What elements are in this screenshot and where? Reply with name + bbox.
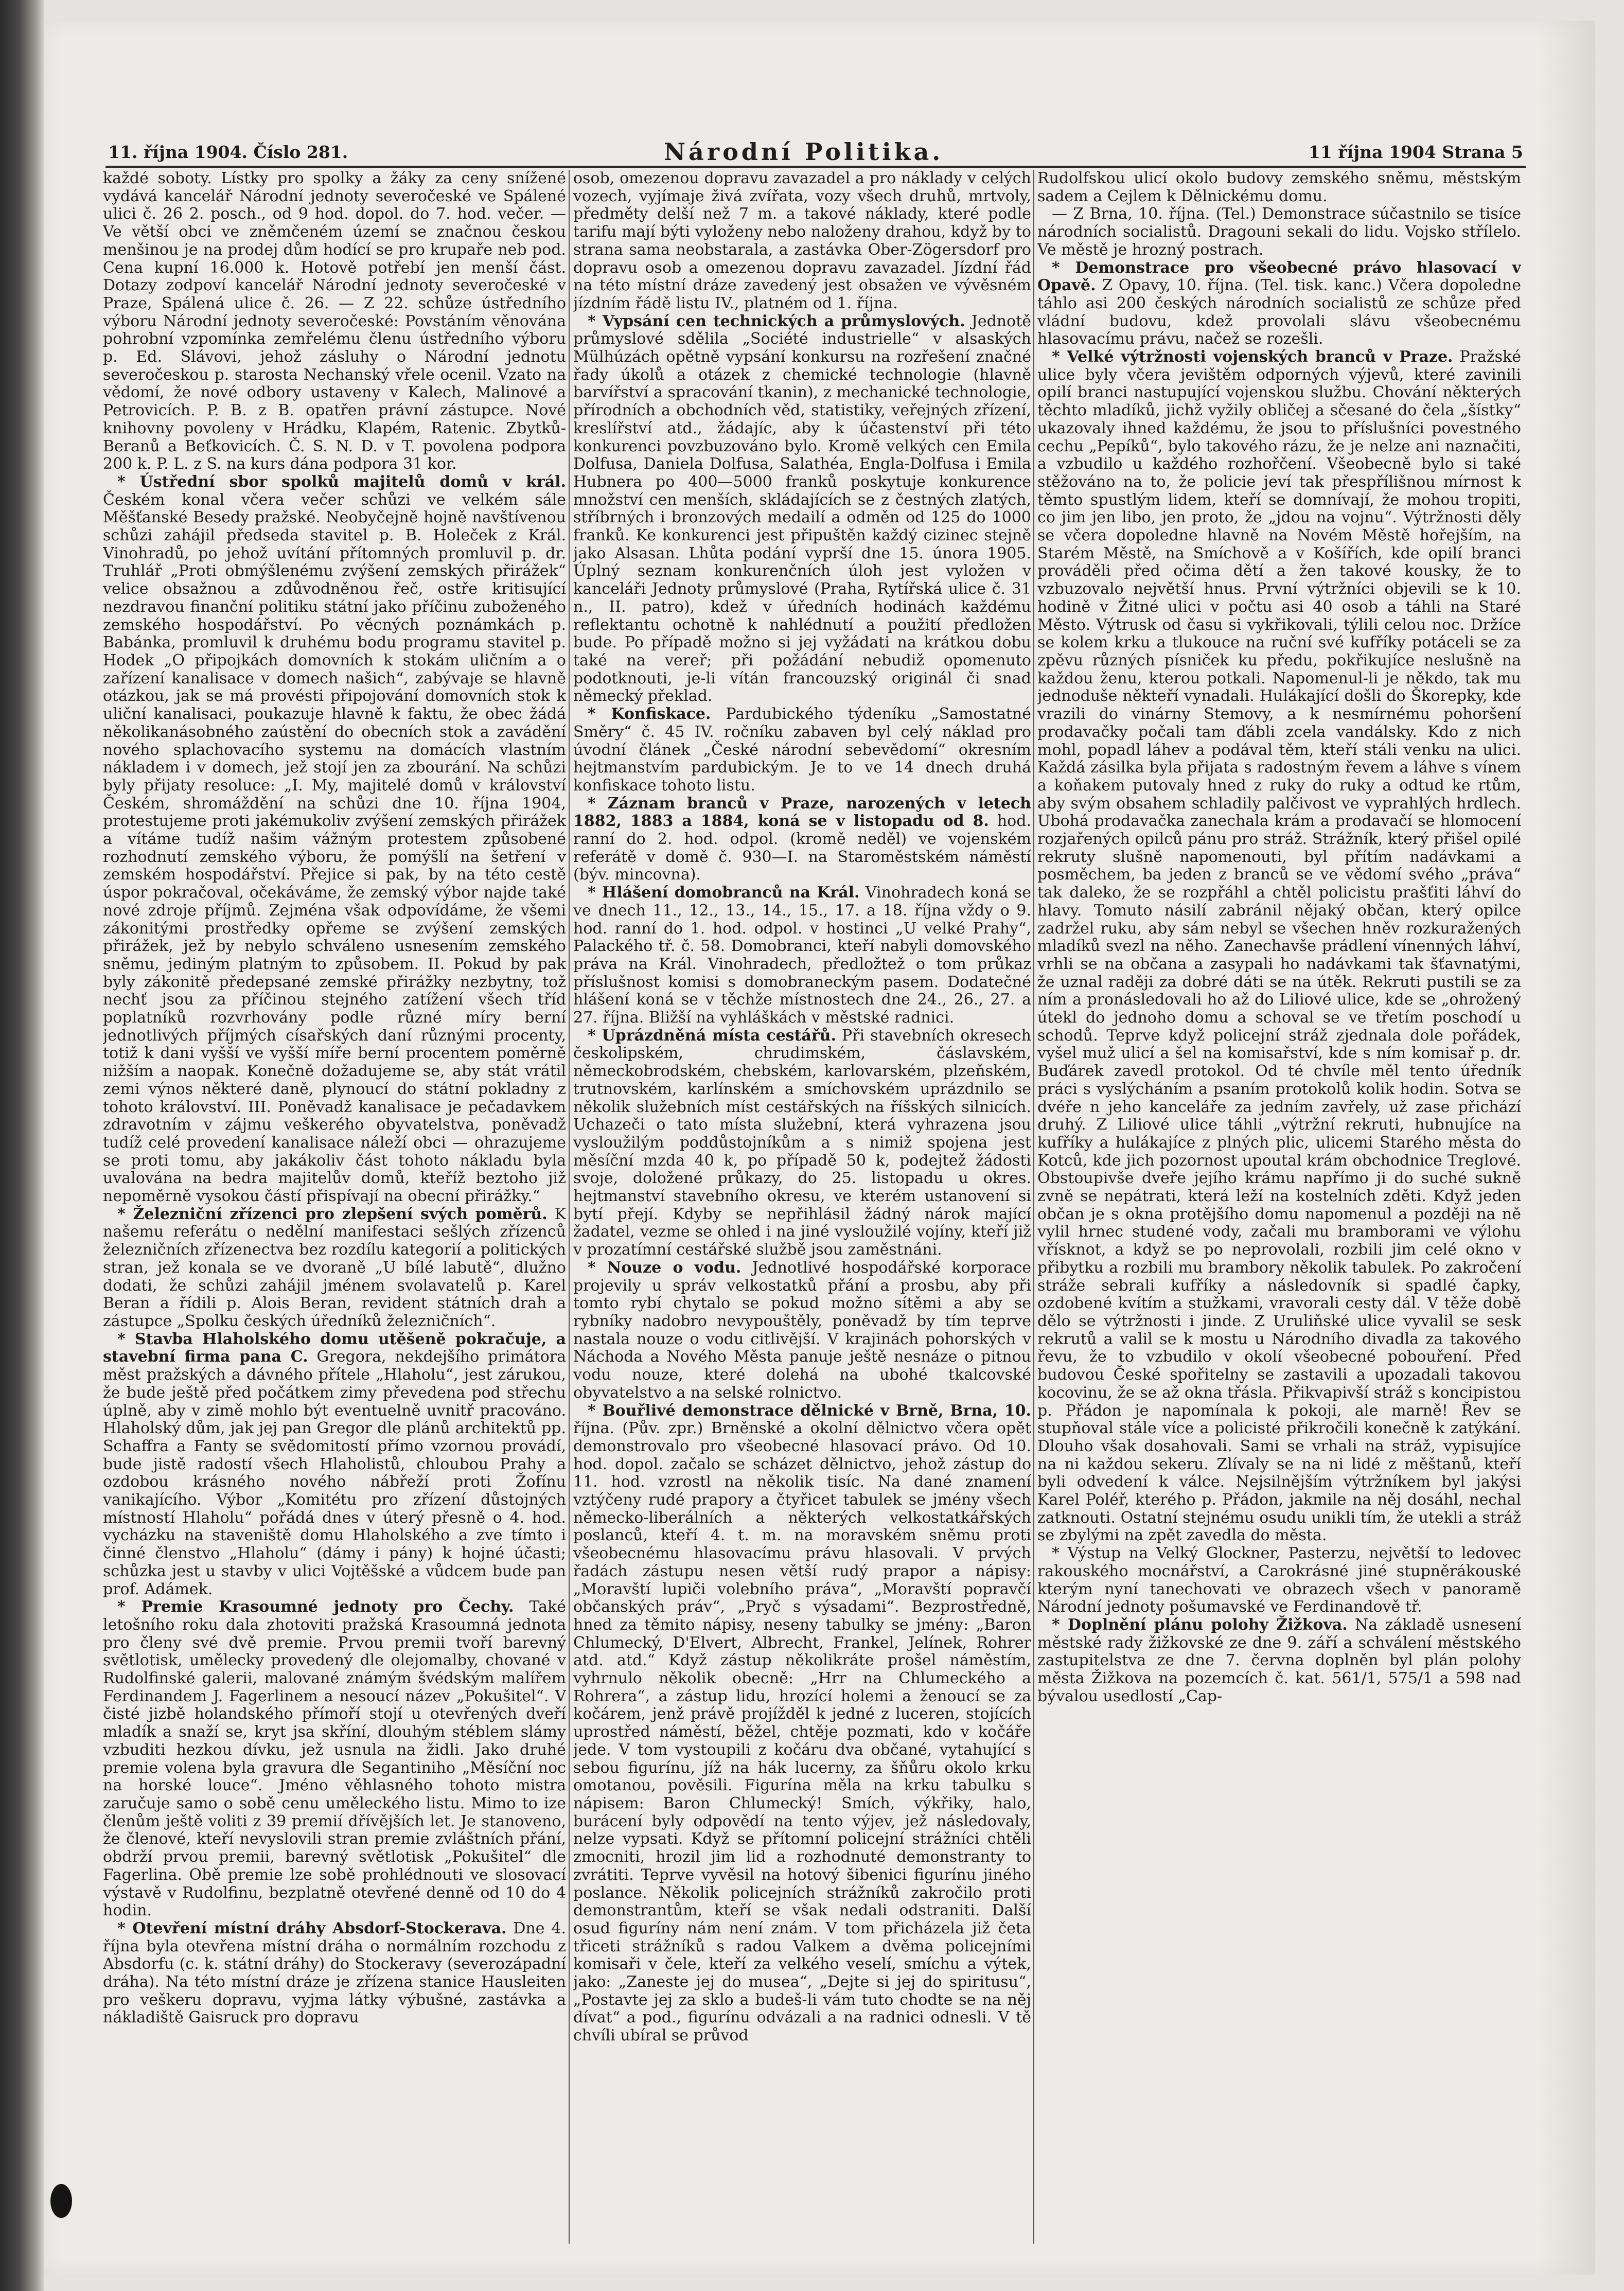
article-paragraph: * Hlášení domobranců na Král. Vinohradech koná se ve dnech 11., 12., 13., 14., 15., 17. a 18. října vždy o 9. hod. ranní do 1. hod. odpol. v hostinci „U velké Prahy“, Palackého tř. č. 58. Domobranci, kteří nabyli domovského práva na Král. Vinohradech, předložtež o tom průkaz příslušnost komisi s domobraneckým pasem. Dodatečné hlášení koná se v těchže místnostech dne 24., 26., 27. a 27. října. Bližší na vyhláškách v městské radnici. <box>573 884 1031 1027</box>
column-separator <box>1033 170 1034 2244</box>
issue-date: 11. října 1904. Číslo 281. <box>108 142 348 162</box>
column-2 <box>573 170 1031 2249</box>
article-paragraph: * Výstup na Velký Glockner, Pasterzu, největší to ledovec rakouského mocnářství, a Carokrásné jiné stupněrákouské kterým nyní tanechovati ve obrazech všech v panoramě Národní jednoty pošumavské ve Ferdinandově tř. <box>1037 1544 1521 1616</box>
binding-edge <box>0 0 44 2291</box>
ink-blot <box>50 2184 72 2218</box>
page-header <box>108 138 1523 169</box>
article-paragraph: Rudolfskou ulicí okolo budovy zemského sněmu, městským sadem a Cejlem k Dělnickému domu. <box>1037 170 1521 205</box>
page-right-edge <box>1539 21 1595 2275</box>
article-paragraph: osob, omezenou dopravu zavazadel a pro náklady v celých vozech, vyjímaje živá zvířata, vozy všech druhů, mrtvoly, předměty delší než 7 m. a takové náklady, které podle tarifu mají býti vyloženy nebo naloženy drahou, když by to strana sama neobstarala, a zastávka Ober-Zögersdorf pro dopravu osob a omezenou dopravu zavazadel. Jízdní řád na této místní dráze zavedený jest obsažen ve vývěsném jízdním řádě listu IV., platném od 1. října. <box>573 170 1031 312</box>
article-paragraph: * Demonstrace pro všeobecné právo hlasovací v Opavě. Z Opavy, 10. října. (Tel. tisk. kanc.) Včera dopoledne táhlo asi 200 českých národních socialistů ze schůze před vládní budovu, kdež provolali slávu všeobecnému hlasovacímu právu, načež se rozešli. <box>1037 258 1521 348</box>
article-paragraph: — Z Brna, 10. října. (Tel.) Demonstrace súčastnilo se tisíce národních socialistů. Dragouni sekali do lidu. Vojsko střílelo. Ve městě je hrozný postrach. <box>1037 205 1521 259</box>
article-paragraph: * Vypsání cen technických a průmyslových. Jednotě průmyslové sdělila „Société industrielle“ v alsaských Mülhúzách opětně vypsání konkursu na rozřešení značné řady úkolů a otázek z chemické technologie (hlavně barvířství a spracování tkanin), z mechanické technologie, přírodních a obchodních věd, statistiky, veřejných zřízení, kreslířství atd., žádajíc, aby k účastenství při této konkurenci povzbuzováno bylo. Kromě velkých cen Emila Dolfusa, Daniela Dolfusa, Salathéa, Engla-Dolfusa i Emila Hubnera po 400—5000 franků poskytuje konkurence množství cen menších, skládajících se z čestných zlatých, stříbrných i bronzových medailí a odměn od 125 do 1000 franků. Ke konkurenci jest připuštěn každý cizinec stejně jako Alsasan. Lhůta podání vyprší dne 15. února 1905. Úplný seznam konkurenčních úloh jest vyložen v kanceláři Jednoty průmyslové (Praha, Rytířská ulice č. 31 n., II. patro), kdež v úředních hodinách každému reflektantu ochotně k nahlédnutí a použití předložen bude. Po případě možno si jej vyžádati na krátkou dobu také na vereř; při požádání nebudiž opomenuto podotknouti, je-li vítán francouzský originál či snad německý překlad. <box>573 312 1031 706</box>
article-paragraph: * Doplnění plánu polohy Žižkova. Na základě usnesení městské rady žižkovské ze dne 9. září a schválení městského zastupitelstva ze dne 7. června doplněn byl plán polohy města Žižkova na pozemcích č. kat. 561/1, 575/1 a 598 nad bývalou usedlostí „Cap- <box>1037 1615 1521 1705</box>
column-separator <box>569 170 570 2244</box>
article-paragraph: * Uprázdněná místa cestářů. Při stavebních okresech českolipském, chrudimském, čáslavském, německobrodském, chebském, karlovarském, plzeňském, trutnovském, karlínském a smíchovském uprázdnilo se několik služebních míst cestářských na říšských silnicích. Uchazeči o tato místa služební, která vyhrazena jsou vysloužilým poddůstojníkům a s nimiž spojena jest měsíční mzda 40 k, po případě 50 k, podejtež žádosti svoje, doložené průkazy, do 25. listopadu u okres. hejtmanství stavebního okresu, ve kterém ustanovení si bytí přejí. Kdyby se nepřihlásil žádný nárok mající žadatel, vezme se ohled i na jiné vysloužilé vojíny, kteří již v prozatímní cestářské službě jsou zaměstnáni. <box>573 1026 1031 1259</box>
article-paragraph: * Ústřední sbor spolků majitelů domů v král. Českém konal včera večer schůzi ve velkém sále Měšťanské Besedy pražské. Neobyčejně hojně navštívenou schůzi zahájil předseda stavitel p. B. Holeček z Král. Vinohradů, po jehož uvítání přítomných promluvil p. dr. Truhlář „Proti obmýšlenému zvýšení zemských přirážek“ velice obsažnou a zdůvodněnou řeč, ostře kritisující nezdravou finanční politiku státní jako příčinu zuboženého zemského hospodářství. Po věcných poznámkách p. Babánka, promluvil k druhému bodu programu stavitel p. Hodek „O připojkách domovních k stokám uličním a o zařízení kanalisace v domech našich“, zabývaje se hlavně otázkou, jak se má provésti připojování domovních stok k uliční kanalisaci, poukazuje hlavně k faktu, že obec žádá několikanásobného zaústění do obecních stok a zavádění nového splachovacího systemu na domácích vlastním nákladem i v domech, jež stojí jen za zbourání. Na schůzi byly přijaty resoluce: „I. My, majitelé domů v království Českém, shromáždění na schůzi dne 10. října 1904, protestujeme proti jakémukoliv zvýšení zemských přirážek a vítáme tudíž našim vážným protestem způsobené rozhodnutí zemského výboru, že pomýšlí na šetření v zemském hospodářství. Přejice si pak, by na této cestě úspor pokračoval, očekáváme, že zemský výbor najde také nové zdroje příjmů. Zejména však odpovídáme, že všemi zákonitými prostředky opřeme se zvýšení zemských přirážek, jež by nebylo schváleno usnesením zemského sněmu, jediným platným to způsobem. II. Pokud by pak byly zákonitě předepsané zemské přirážky nezbytny, tož nechť jsou za příčinou stejného zatížení všech tříd poplatníků rozvrhovány podle různé míry berní jednotlivých příjmých císařských daní různými procenty, totiž k dani vyšší ve vyšší míře berní procentem poměrně nižším a naopak. Konečně dožadujeme se, aby stát vrátil zemi výnos některé daně, plynoucí do státní pokladny z tohoto království. III. Poněvadž kanalisace je pečadavkem zdravotním v zájmu veškerého obyvatelstva, poněvadž tudíž celé provedení kanalisace náleží obci — ohrazujeme se proti tomu, aby jakákoliv část tohoto nákladu byla uvalována na bedra majitelův domů, kteříž beztoho již nepoměrně vysokou částí přispívají na obecní přirážky.“ <box>103 472 566 1206</box>
article-paragraph: * Otevření místní dráhy Absdorf-Stockerava. Dne 4. října byla otevřena místní dráha o normálním rozchodu z Absdorfu (c. k. státní dráhy) do Stockeravy (severozápadní dráha). Na této místní dráze je zřízena stanice Hausleiten pro veškeru dopravu, vyjma látky výbušné, zastávka a nákladiště Gaisruck pro dopravu <box>103 1919 566 2027</box>
article-paragraph: * Nouze o vodu. Jednotlivé hospodářské korporace projevily u správ velkostatků přání a prosbu, aby při tomto rybí chytalo se pokud možno sítěmi a aby se rybníky nadobro nevypouštěly, poněvadž by tím teprve nastala nouze o vodu citlivější. V krajinách pohorských v Náchoda a Nového Města panuje ještě nesnáze o pitnou vodu nouze, které dolehá na ubohé tkalcovské obyvatelstvo a na selské rolnictvo. <box>573 1258 1031 1402</box>
masthead-title: Národní Politika. <box>664 138 944 166</box>
column-1 <box>103 170 566 2249</box>
article-paragraph: * Železniční zřízenci pro zlepšení svých poměrů. K našemu referátu o nedělní manifestaci sešlých zřízenců železničních zřízenectva bez rozdílu kategorií a politických stran, jež konala se ve dvoraně „U bílé labutě“, dlužno dodati, že schůzi zahájil jménem svolavatelů p. Karel Beran a řídili p. Alois Beran, revident státních drah a zástupce „Spolku českých úředníků železničních“. <box>103 1205 566 1330</box>
page-number: 11 října 1904 Strana 5 <box>1308 142 1523 162</box>
article-paragraph: * Velké výtržnosti vojenských branců v Praze. Pražské ulice byly včera jevištěm odporných výjevů, které zavinili opilí branci nastupující vojenskou službu. Chování některých těchto mladíků, jichž vyžily obličej a sčesané do čela „šístky“ ukazovaly ihned každému, že jsou to příslušníci povestného cechu „Pepíků“, bylo takového rázu, že je nelze ani naznačiti, a vzbudilo u každého rozhořčení. Všeobecně bylo si také stěžováno na to, že policie jeví tak přespřílišnou mírnost k těmto spustlým lidem, kteří se domnívají, že mohou tropiti, co jim jen libo, jen proto, že „jdou na vojnu“. Výtržnosti děly se včera dopoledne hlavně na Novém Městě hořejším, na Starém Městě, na Smíchově a v Košířích, kde opilí branci prováděli před očima dětí a žen takové kousky, že to vzbuzovalo největší hnus. První výtržníci objevili se k 10. hodině v Žitné ulici v počtu asi 40 osob a táhli na Staré Město. Výtrusk od času si vykřikovali, týlili celou noc. Držíce se kolem krku a tlukouce na ruční své kufříky potáceli se za zpěvu různých písniček ku předu, pokřikujíce neslušně na každou ženu, kterou potkali. Napomenul-li je někdo, tak mu jednoduše někteří vynadali. Hulákající došli do Škorepky, kde vrazili do vinárny Stemovy, a k nesmírnému pohoršení prodavačky počali tam ďábli zcela vandálsky. Kdo z nich mohl, popadl láhev a podával těm, kteří stáli venku na ulici. Každá zásilka byla přijata s radostným řevem a láhve s vínem a koňakem putovaly hned z ruky do ruky a odtud ke rtům, aby svým obsahem schladily palčivost ve vyprahlých hrdlech. Ubohá prodavačka zanechala krám a prodavačí se hlomocení rozjařených opilců pánu pro stráž. Strážník, který přišel opilé rekruty slušně napomenouti, byl přítím nadávkami a posměchem, ba jeden z branců se ve vědomí svého „práva“ tak daleko, že se rozpřáhl a chtěl policistu prašťiti láhví do hlavy. Tomuto násilí zabránil nějaký občan, který opilce zadržel ruku, aby sám nebyl se všechen hněv rozkuražených mladíků svezl na něho. Zanechavše prádlení vínenných láhví, vrhli se na občana a zasypali ho nadávkami tak šťavnatými, že uznal raději za dobré dáti se na útěk. Rekruti pustili se za ním a pronásledovali ho až do Liliové ulice, kde se „ohrožený útekl do jednoho domu a schoval se ve třetím poschodí u schodů. Teprve když policejní stráž zjednala dole pořádek, vyšel muž ulicí a šel na komisařství, kde s ním komisař p. dr. Buďárek zavedl protokol. Od té chvíle měl tento úředník práci s vyslýcháním a psaním protokolů kolik hodin. Sotva se dvéře n jeho kanceláře za jedním zavřely, už zase přichází druhý. Z Liliové ulice táhli „výtržní rekruti, hubnujíce na kufříky a hulákajíce z plných plic, ulicemi Starého města do Kotců, kde jich pozornost upoutal krám obchodnice Treglové. Obstoupivše dveře jejího krámu napřímo ji do suché sukně zvně se nepátrati, která leží na kostelních zděti. Když jeden občan je s okna protějšího domu napomenul a později na ně vylil hrnec studené vody, začali mu bramborami ve výlohu vřísknot, a když se po neprovolali, rozbili jim celé okno v přibytku a rozbili mu brambory několik tabulek. Po zakročení stráže sebrali kufříky a následovník si spadlé čapky, ozdobené kvítím a stužkami, vravorali cesty dál. V těže době dělo se výtržnosti i jinde. Z Uruliňské ulice vyvalil se sesk rekrutů a valil se k mostu u Národního divadla za takového řevu, že to vzbudilo v okolí všeobecné pobouření. Před budovou České spořitelny se zastavili a upozadali takovou kocovinu, že se až okna třásla. Přikvapivší stráž s koncipistou p. Přádon je napomínala k pokoji, ale marně! Řev se stupňoval stále více a policisté přikročili konečně k zatýkání. Dlouho však dosahovali. Sami se vrhali na stráž, vypisujíce na ni každou sekeru. Zlívaly se na ni lidé z měštanů, kteří byli odvedení k válce. Nejsilnějším výtržníkem byl jakýsi Karel Poléř, kterého p. Přádon, jakmile na něj dosáhl, nechal zatknouti. Ostatní stejnému osudu unikli tím, že utekli a stráž se zbylými na zpět zavedla do města. <box>1037 348 1521 1545</box>
header-rule <box>105 166 1526 168</box>
column-3 <box>1037 170 1521 2249</box>
article-paragraph: * Stavba Hlaholského domu utěšeně pokračuje, a stavební firma pana C. Gregora, nekdejšího primátora měst pražských a dávného přítele „Hlaholu“, jest zárukou, že bude ještě před počátkem zimy převedena pod střechu úplně, aby v zimě mohlo být eventuelně uvnitř pracováno. Hlaholský dům, jak jej pan Gregor dle plánů architektů pp. Schaffra a Fanty se svědomitostí přímo vzornou provádí, bude jistě radostí všech Hlaholistů, chloubou Prahy a ozdobou krásného nového nábřeží proti Žofínu vanikajícího. Výbor „Komitétu pro zřízení důstojných místností Hlaholu“ pořádá dnes v úterý přesně o 4. hod. vycházku na staveniště domu Hlaholského a zve tímto i činné členstvo „Hlaholu“ (dámy i pány) k hojné účasti; schůzka jest u stavby v ulici Vojtěšské a vůdcem bude pan prof. Adámek. <box>103 1330 566 1598</box>
article-paragraph: * Premie Krasoumné jednoty pro Čechy. Také letošního roku dala zhotoviti pražská Krasoumná jednota pro členy své dvě premie. Prvou premii tvoří barevný světlotisk, umělecky provedený dle olejomalby, chované v Rudolfinské galerii, malované známým švédským malířem Ferdinandem J. Fagerlinem a nesoucí název „Pokušitel“. V čisté jizbě holandského přímoří stojí u otevřených dveří mladík a snaží se, kryt jsa skříní, dlouhým stéblem slámy vzbuditi hezkou dívku, jež usnula na židli. Jako druhé premie volena byla gravura dle Segantiniho „Měsíční noc na horské louce“. Jméno věhlasného tohoto mistra zaručuje samo o sobě cenu uměleckého listu. Mimo to ize členům ještě voliti z 39 premií dřívějších let. Je stanoveno, že členové, kteří nevyslovili stran premie zvláštních přání, obdrží prvou premii, barevný světlotisk „Pokušitel“ dle Fagerlina. Obě premie lze sobě prohlédnouti ve slosovací výstavě v Rudolfinu, bezplatně otevřené denně od 10 do 4 hodin. <box>103 1598 566 1920</box>
article-paragraph: každé soboty. Lístky pro spolky a žáky za ceny snížené vydává kancelář Národní jednoty severočeské ve Spálené ulici č. 26 2. posch., od 9 hod. dopol. do 7. hod. večer. — Ve větší obci ve zněmčeném území se značnou českou menšinou je na prodej dům hodící se pro krupaře neb pod. Cena kupní 16.000 k. Hotově potřebí jen menší část. Dotazy zodpoví kancelář Národní jednoty severočeské v Praze, Spálená ulice č. 26. — Z 22. schůze ústředního výboru Národní jednoty severočeské: Povstáním věnována pohrobní vzpomínka zemřelému členu ústředního výboru p. Ed. Slávovi, jehož zásluhy o Národní jednotu severočeskou p. starosta Nechanský vřele ocenil. Vzato na vědomí, že nové odbory ustaveny v Kalech, Malinové a Petrovicích. P. B. z B. opatřen právní zástupce. Nové knihovny povoleny v Hrádku, Klapém, Ratenic. Zbytků-Beranů a Beťkovicích. Č. S. N. D. v T. povolena podpora 200 k. P. L. z S. na kurs dána podpora 31 kor. <box>103 170 566 473</box>
article-paragraph: * Bouřlivé demonstrace dělnické v Brně, Brna, 10. října. (Pův. zpr.) Brněnské a okolní dělnictvo včera opět demonstrovalo pro všeobecné hlasovací právo. Od 10. hod. dopol. začalo se scházet dělnictvo, jehož zástup do 11. hod. vzrostl na několik tisíc. Na dané znamení vztýčeny rudé prapory a čtyřicet tabulek se jmény všech německo-liberálních a některých velkostatkářských poslanců, kteří 4. t. m. na moravském sněmu proti všeobecnému hlasovacímu právu hlasovali. V prvých řadách zástupu nesen větší rudý prapor a nápisy: „Moravští lupiči volebního práva“, „Moravští popravčí občanských práv“, „Pryč s výsadami“. Bezprostředně, hned za těmito nápisy, neseny tabulky se jmény: „Baron Chlumecký, D'Elvert, Albrecht, Frankel, Jelínek, Rohrer atd. atd.“ Když zástup několikráte prošel náměstím, vyhrnulo několik obecně: „Hrr na Chlumeckého a Rohrera“, a zástup lidu, hrozící holemi a ženoucí se za kočárem, jenž právě projížděl k jedné z luceren, stojících uprostřed náměstí, běžel, chtěje pozmati, kdo v kočáře jede. V tom vystoupili z kočáru dva občané, vytahující s sebou figurínu, jíž na hák lucerny, za šňůru okolo krku omotanou, pověsili. Figurína měla na krku tabulku s nápisem: Baron Chlumecký! Smích, výkřiky, halo, burácení byly odpovědí na tento výjev, jež následovaly, nelze vypsati. Když se přítomní policejní strážníci chtěli zmocniti, hrozil jim lid a rozhodnuté demonstranty to zvrátiti. Teprve vyvěsil na hotový šibenici figurínu jiného poslance. Několik policejních strážníků zakročilo proti demonstrantům, kteří se však nedali odstraniti. Další osud figuríny nám není znám. V tom přicházela již četa třiceti strážníků s radou Valkem a dvěma policejními komisaři v čele, kteří za velkého veselí, smíchu a výtek, jako: „Zaneste jej do musea“, „Dejte si jej do spiritusu“, „Postavte jej za sklo a budeš-li vám tuto chodte se na něj dívat“ a pod., figurínu odvázali a na radnici odnesli. V tě chvíli ubíral se průvod <box>573 1401 1031 2045</box>
article-paragraph: * Konfiskace. Pardubického týdeníku „Samostatné Směry“ č. 45 IV. ročníku zabaven byl celý náklad pro úvodní článek „České národní sebevědomí“ okresním hejtmanstvím pardubickým. Je to ve 14 dnech druhá konfiskace tohoto listu. <box>573 705 1031 795</box>
article-paragraph: * Záznam branců v Praze, narozených v letech 1882, 1883 a 1884, koná se v listopadu od 8. hod. ranní do 2. hod. odpol. (kromě neděl) ve vojenském referátě v domě č. 930—I. na Staroměstském náměstí (býv. mincovna). <box>573 794 1031 884</box>
